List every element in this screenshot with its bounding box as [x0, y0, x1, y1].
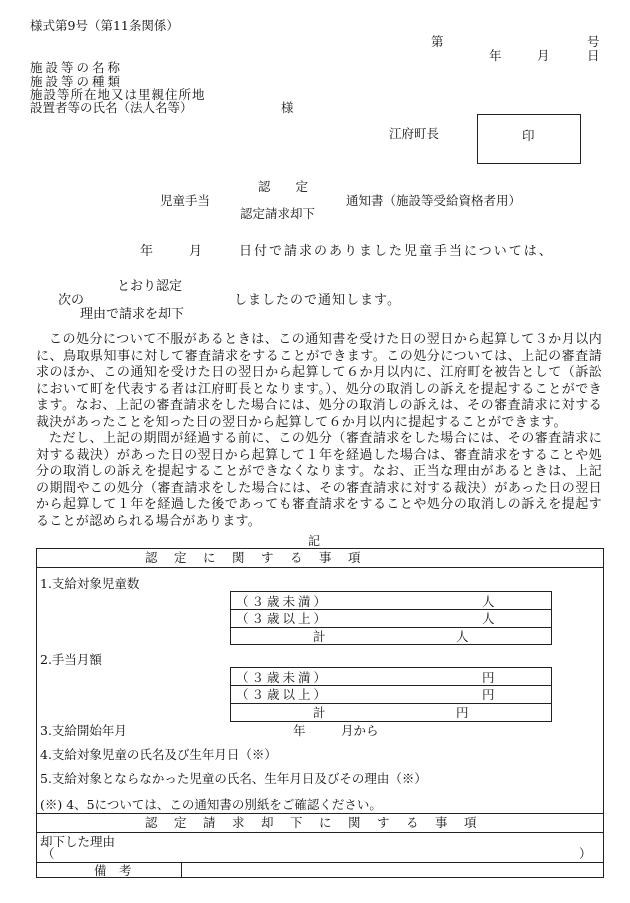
- title-child-allowance: 児童手当: [160, 193, 211, 208]
- date-month: 月: [537, 48, 550, 63]
- item1-under3-unit: 人: [482, 594, 495, 609]
- item2-label: 2.手当月額: [40, 652, 102, 667]
- item1-total-label: 計: [313, 629, 326, 644]
- divider: [230, 703, 552, 704]
- doc-number-suffix: 号: [587, 34, 600, 49]
- item1-over3-unit: 人: [482, 611, 495, 626]
- issuer-title: 江府町長: [389, 126, 440, 141]
- doc-number-prefix: 第: [431, 34, 444, 49]
- item2-under3-label: （３歳未満）: [236, 670, 330, 685]
- rejection-section-header: 認 定 請 求 却 下 に 関 す る 事 項: [145, 815, 479, 830]
- facility-type-label: 施設等の種類: [30, 74, 124, 89]
- item4-label: 4.支給対象児童の氏名及び生年月日（※）: [40, 747, 277, 762]
- intro-month: 月: [189, 244, 203, 259]
- facility-name-label: 施設等の名称: [30, 60, 124, 75]
- footnote: (※) 4、5については、この通知書の別紙をご確認ください。: [40, 797, 382, 812]
- title-reject: 認定請求却下: [240, 206, 316, 221]
- item3-month-from: 月から: [341, 723, 379, 738]
- honorific: 様: [281, 100, 294, 115]
- body-paragraph-1: この処分について不服があるときは、この通知書を受けた日の翌日から起算して３か月以内に、鳥取県知事に対して審査請求をすることができます。この処分については、上記の審査請求のほか、この通知を受けた日の翌日から起算して６か月以内に、江府町を被告として（訴訟において町を代表する者は江府町長となります。）、処分の取消しの訴えを提起することができます。なお、上記の審査請求をした場合には、処分の取消しの訴えは、その審査請求に対する裁決があったことを知った日の翌日から起算して６か月以内に提起することができます。: [36, 332, 602, 430]
- divider: [36, 813, 604, 814]
- item1-under3-label: （３歳未満）: [236, 594, 330, 609]
- date-year: 年: [489, 48, 502, 63]
- intro-text: 日付で請求のありました児童手当については、: [239, 244, 554, 259]
- item2-over3-label: （３歳以上）: [236, 687, 330, 702]
- item2-total-unit: 円: [456, 705, 469, 720]
- paren-close: ）: [579, 846, 592, 861]
- facility-address-label: 施設等所在地又は里親住所地: [30, 87, 206, 102]
- item3-year: 年: [293, 723, 306, 738]
- divider: [230, 627, 552, 628]
- result-approve: とおり認定: [117, 279, 183, 294]
- date-day: 日: [587, 48, 600, 63]
- divider: [36, 832, 604, 833]
- result-text: しましたので通知します。: [234, 293, 401, 308]
- item3-label: 3.支給開始年月: [40, 723, 127, 738]
- divider: [230, 609, 552, 610]
- founder-name-label: 設置者等の氏名（法人名等）: [30, 100, 193, 115]
- note-heading: 記: [308, 534, 321, 548]
- item2-total-label: 計: [313, 705, 326, 720]
- intro-year: 年: [140, 244, 154, 259]
- item5-label: 5.支給対象とならなかった児童の氏名、生年月日及びその理由（※）: [40, 771, 427, 786]
- body-paragraph-2: ただし、上記の期間が経過する前に、この処分（審査請求をした場合には、その審査請求に対する裁決）があった日の翌日から起算して１年を経過した場合は、審査請求をすることや処分の取消しの訴えを提起することができなくなります。なお、正当な理由があるときは、上記の期間やこの処分（審査請求をした場合には、その審査請求に対する裁決）があった日の翌日から起算して１年を経過した後であっても審査請求をすることや処分の取消しの訴えを提起することが認められる場合があります。: [36, 431, 602, 529]
- approval-section-header: 認 定 に 関 す る 事 項: [145, 550, 363, 565]
- result-next: 次の: [58, 293, 85, 308]
- item1-total-unit: 人: [456, 629, 469, 644]
- form-number: 様式第9号（第11条関係）: [30, 18, 179, 33]
- item1-label: 1.支給対象児童数: [40, 576, 140, 591]
- item2-under3-unit: 円: [482, 670, 495, 685]
- title-rest: 通知書（施設等受給資格者用）: [346, 193, 522, 208]
- remarks-label: 備 考: [94, 863, 132, 878]
- divider: [230, 685, 552, 686]
- title-approve: 認 定: [258, 179, 309, 194]
- rejection-reason-label: 却下した理由: [40, 834, 116, 849]
- paren-open: （: [42, 846, 55, 861]
- item1-over3-label: （３歳以上）: [236, 611, 330, 626]
- item2-over3-unit: 円: [482, 687, 495, 702]
- divider: [181, 862, 182, 878]
- result-reject: 理由で請求を却下: [80, 307, 185, 322]
- divider: [36, 567, 604, 568]
- seal-label: 印: [522, 128, 535, 143]
